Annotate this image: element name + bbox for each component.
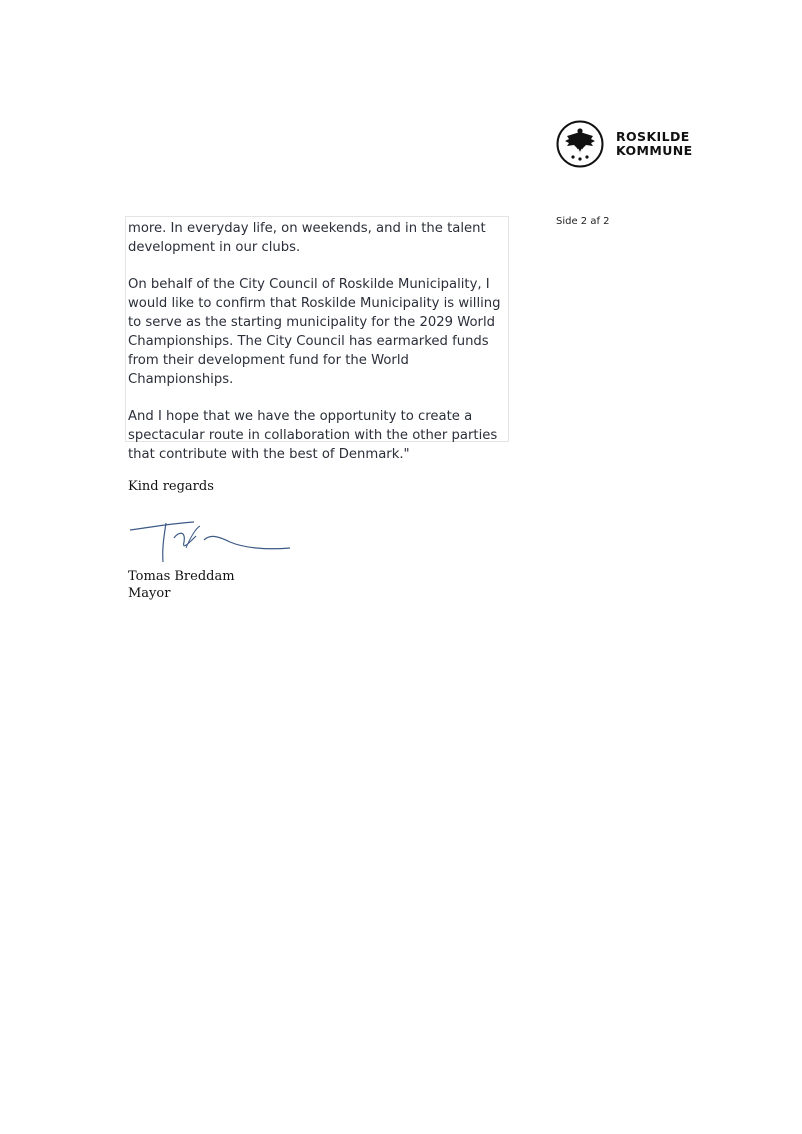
closing-greeting: Kind regards <box>128 479 214 494</box>
roskilde-kommune-logo <box>556 120 693 168</box>
eagle-seal-icon <box>556 120 604 168</box>
paragraph-3: And I hope that we have the opportunity to create a spectacular route in collaboration with the other parties that contribute with the best of Denmark." <box>128 409 498 462</box>
quote-box <box>125 216 509 462</box>
paragraph-1: more. In everyday life, on weekends, and in the talent development in our clubs. <box>128 221 486 255</box>
signer-block <box>128 568 235 602</box>
signer-name: Tomas Breddam <box>128 569 235 584</box>
signer-title: Mayor <box>128 586 171 601</box>
paragraph-2: On behalf of the City Council of Roskilde Municipality, I would like to confirm that Roskilde Municipality is willing to serve as the starting municipality for the 2029 World Championships. The City Council has earmarked funds from their development fund for the World Championships. <box>128 277 501 387</box>
logo-line-2: KOMMUNE <box>616 143 693 158</box>
logo-wordmark <box>616 130 693 158</box>
page-number: Side 2 af 2 <box>556 216 610 227</box>
logo-line-1: ROSKILDE <box>616 129 690 144</box>
signature-image <box>126 508 306 566</box>
